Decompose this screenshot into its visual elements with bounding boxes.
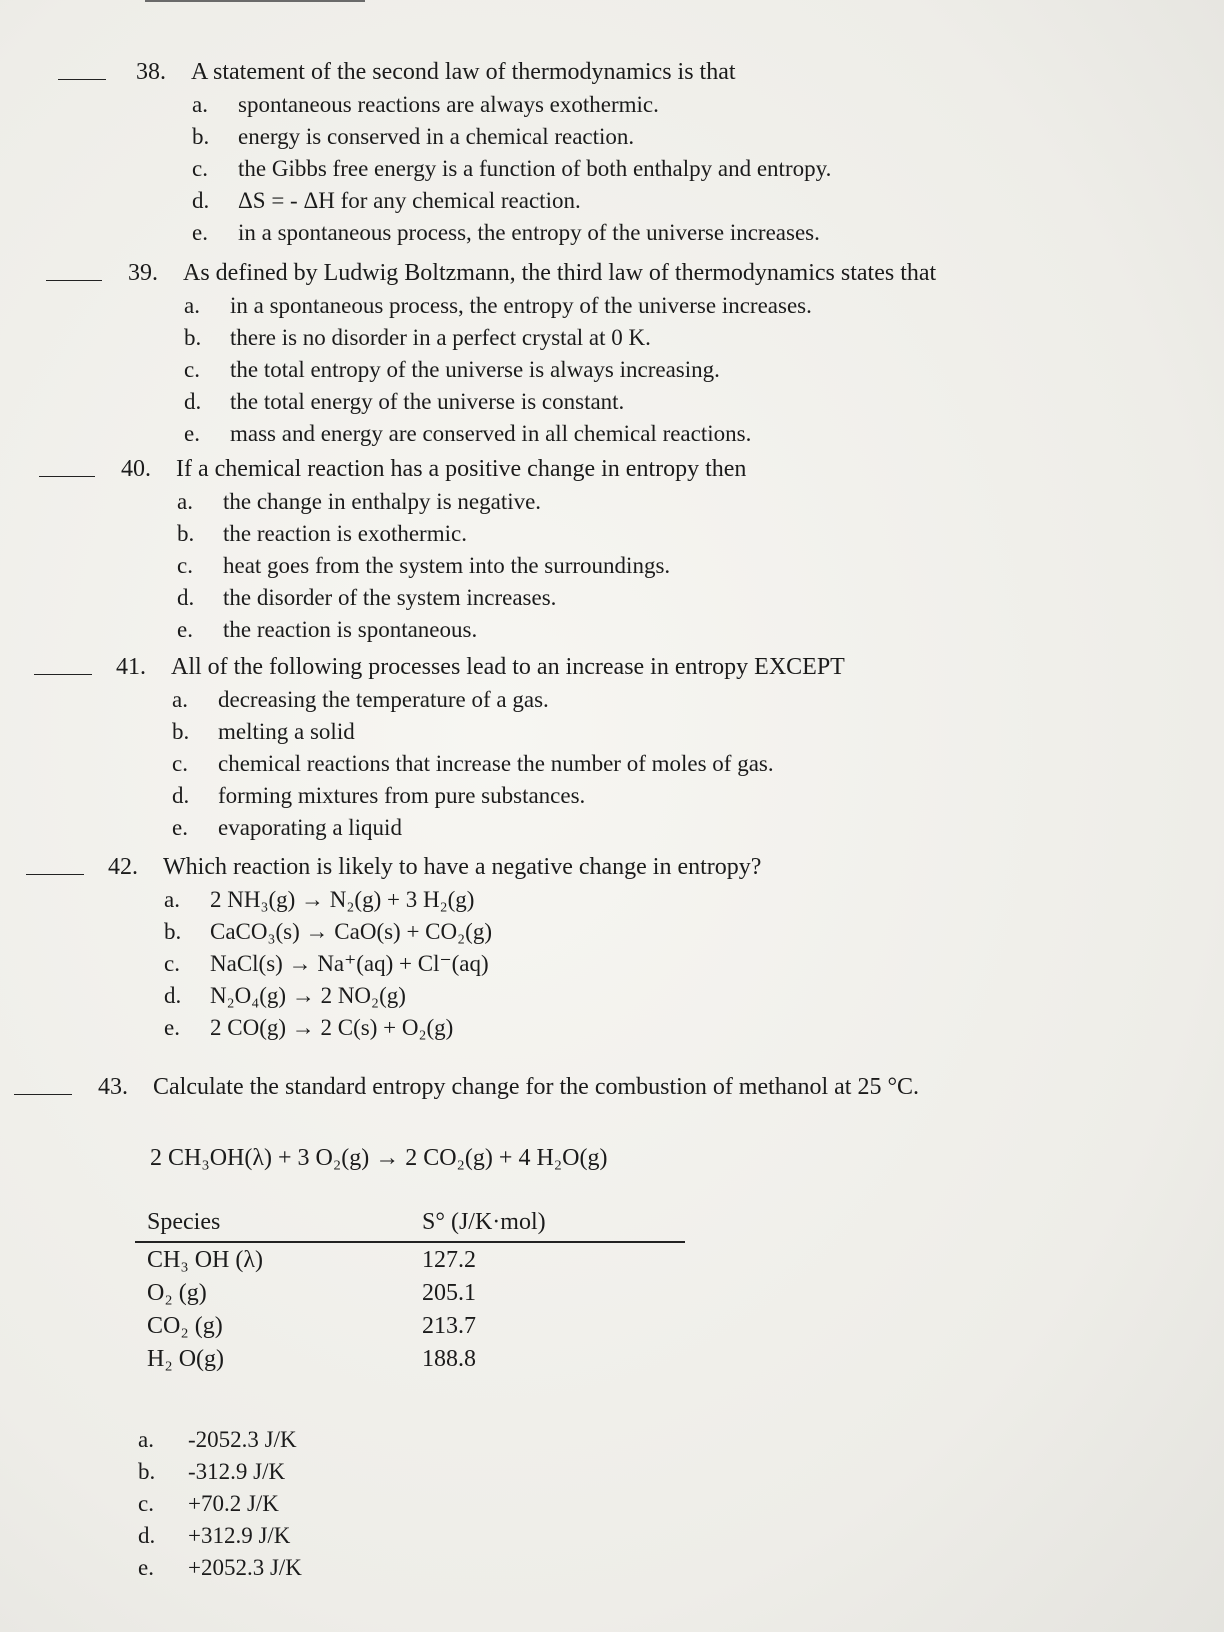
option-text: mass and energy are conserved in all chemical reactions. <box>230 421 752 446</box>
question-stem: All of the following processes lead to an increase in entropy EXCEPT <box>171 654 845 680</box>
entropy-table <box>135 1205 685 1375</box>
option-letter: e. <box>138 1555 154 1580</box>
option-letter: b. <box>192 124 210 149</box>
entropy-cell: 127.2 <box>422 1247 476 1273</box>
answer-blank[interactable] <box>34 674 92 675</box>
option-letter: b. <box>177 521 195 546</box>
option-text: the reaction is exothermic. <box>223 521 467 546</box>
question-stem: Which reaction is likely to have a negative change in entropy? <box>163 854 762 880</box>
answer-blank[interactable] <box>14 1094 72 1095</box>
option-letter: b. <box>172 719 190 744</box>
option-letter: c. <box>192 156 208 181</box>
option-letter: c. <box>177 553 193 578</box>
question-number: 43. <box>98 1074 128 1100</box>
option-text: 2 CO(g) → 2 C(s) + O₂(g) <box>210 1015 454 1040</box>
option-text: N₂O₄(g) → 2 NO₂(g) <box>210 983 406 1008</box>
option-text: +2052.3 J/K <box>188 1555 302 1580</box>
option-text: the total entropy of the universe is always increasing. <box>230 357 720 382</box>
option-letter: a. <box>192 92 208 117</box>
question-number: 39. <box>128 260 158 286</box>
option-text: 2 NH₃(g) → N₂(g) + 3 H₂(g) <box>210 887 475 912</box>
option-letter: a. <box>164 887 180 912</box>
option-letter: b. <box>164 919 182 944</box>
species-cell: H₂ O(g) <box>147 1346 225 1372</box>
entropy-cell: 213.7 <box>422 1313 476 1339</box>
option-letter: a. <box>138 1427 154 1452</box>
answer-blank[interactable] <box>46 280 102 281</box>
option-letter: d. <box>138 1523 156 1548</box>
table-row <box>135 1342 685 1375</box>
option-letter: c. <box>184 357 200 382</box>
table-row <box>135 1276 685 1309</box>
option-letter: c. <box>164 951 180 976</box>
option-text: ΔS = - ΔH for any chemical reaction. <box>238 188 581 213</box>
option-text: the reaction is spontaneous. <box>223 617 478 642</box>
question-stem: If a chemical reaction has a positive change in entropy then <box>176 456 747 482</box>
option-text: the disorder of the system increases. <box>223 585 557 610</box>
option-text: in a spontaneous process, the entropy of the universe increases. <box>238 220 820 245</box>
table-row <box>135 1243 685 1276</box>
header-entropy: S° (J/K·mol) <box>422 1209 546 1235</box>
option-text: -2052.3 J/K <box>188 1427 297 1452</box>
question-number: 38. <box>136 59 166 85</box>
option-text: forming mixtures from pure substances. <box>218 783 586 808</box>
question-stem: Calculate the standard entropy change for the combustion of methanol at 25 °C. <box>153 1074 920 1100</box>
option-text: +312.9 J/K <box>188 1523 291 1548</box>
option-letter: b. <box>184 325 202 350</box>
answer-blank[interactable] <box>58 79 106 80</box>
option-text: evaporating a liquid <box>218 815 402 840</box>
option-letter: e. <box>164 1015 180 1040</box>
option-text: spontaneous reactions are always exothermic. <box>238 92 659 117</box>
question-number: 40. <box>121 456 151 482</box>
entropy-cell: 205.1 <box>422 1280 476 1306</box>
option-text: in a spontaneous process, the entropy of the universe increases. <box>230 293 812 318</box>
option-text: chemical reactions that increase the number of moles of gas. <box>218 751 774 776</box>
option-letter: e. <box>192 220 208 245</box>
option-letter: e. <box>177 617 193 642</box>
species-cell: CO₂ (g) <box>147 1313 223 1339</box>
option-letter: d. <box>184 389 202 414</box>
species-cell: CH₃ OH (λ) <box>147 1247 263 1273</box>
option-text: NaCl(s) → Na⁺(aq) + Cl⁻(aq) <box>210 951 489 976</box>
option-letter: c. <box>172 751 188 776</box>
question-stem: As defined by Ludwig Boltzmann, the third law of thermodynamics states that <box>183 260 937 286</box>
combustion-equation: 2 CH₃OH(λ) + 3 O₂(g) → 2 CO₂(g) + 4 H₂O(g) <box>150 1145 608 1171</box>
entropy-cell: 188.8 <box>422 1346 476 1372</box>
answer-blank[interactable] <box>39 476 95 477</box>
option-letter: e. <box>172 815 188 840</box>
species-cell: O₂ (g) <box>147 1280 207 1306</box>
option-letter: a. <box>172 687 188 712</box>
option-letter: d. <box>172 783 190 808</box>
option-text: there is no disorder in a perfect crystal at 0 K. <box>230 325 651 350</box>
option-text: -312.9 J/K <box>188 1459 286 1484</box>
table-header <box>135 1205 685 1243</box>
option-letter: c. <box>138 1491 154 1516</box>
question-stem: A statement of the second law of thermodynamics is that <box>191 59 736 85</box>
option-text: the total energy of the universe is constant. <box>230 389 625 414</box>
option-letter: d. <box>177 585 195 610</box>
option-text: melting a solid <box>218 719 355 744</box>
option-text: the Gibbs free energy is a function of both enthalpy and entropy. <box>238 156 832 181</box>
table-row <box>135 1309 685 1342</box>
header-species: Species <box>147 1209 221 1235</box>
option-letter: b. <box>138 1459 156 1484</box>
option-text: +70.2 J/K <box>188 1491 279 1516</box>
option-letter: d. <box>164 983 182 1008</box>
option-text: energy is conserved in a chemical reaction. <box>238 124 635 149</box>
option-text: CaCO₃(s) → CaO(s) + CO₂(g) <box>210 919 492 944</box>
option-text: the change in enthalpy is negative. <box>223 489 542 514</box>
answer-blank[interactable] <box>26 874 84 875</box>
option-letter: a. <box>184 293 200 318</box>
option-letter: d. <box>192 188 210 213</box>
option-letter: e. <box>184 421 200 446</box>
option-text: heat goes from the system into the surroundings. <box>223 553 671 578</box>
question-number: 41. <box>116 654 146 680</box>
option-text: decreasing the temperature of a gas. <box>218 687 549 712</box>
top-rule <box>145 0 365 2</box>
option-letter: a. <box>177 489 193 514</box>
question-number: 42. <box>108 854 138 880</box>
